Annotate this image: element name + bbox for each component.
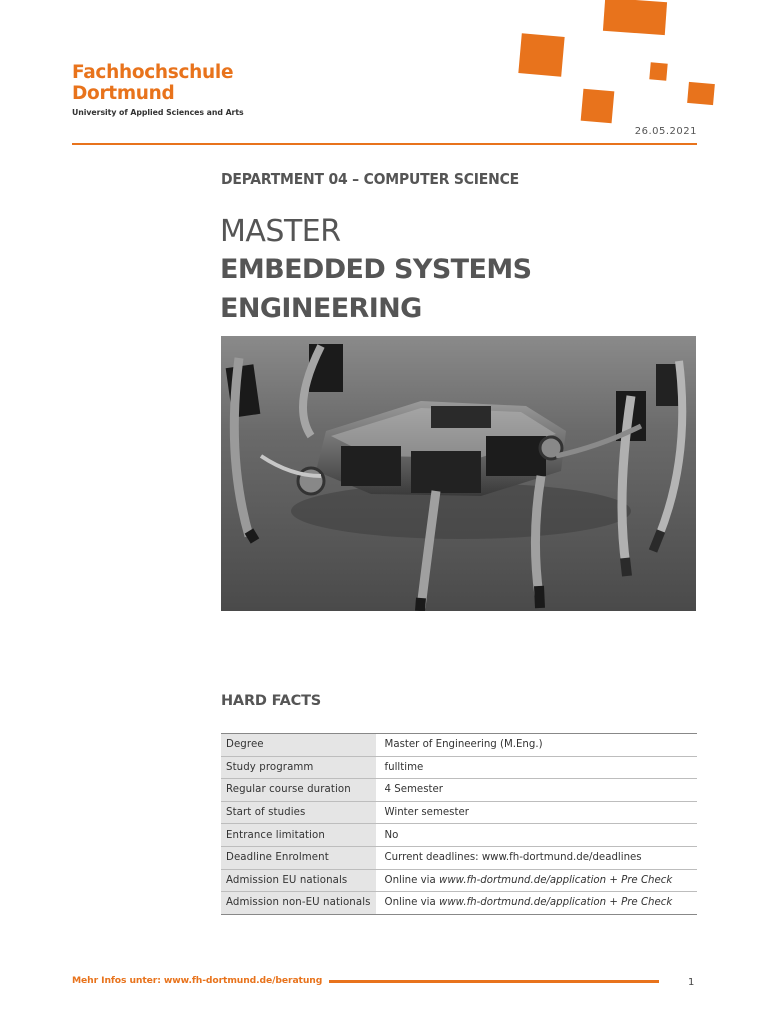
fact-value: Master of Engineering (M.Eng.) <box>376 734 697 757</box>
title-line-1: MASTER <box>220 214 341 249</box>
fact-value: 4 Semester <box>376 779 697 802</box>
table-row <box>221 824 697 847</box>
hard-facts-table <box>221 733 697 915</box>
fact-value: Winter semester <box>376 801 697 824</box>
application-link: www.fh-dortmund.de/application + Pre Check <box>439 874 673 886</box>
decor-square <box>518 33 564 77</box>
title-line-3: ENGINEERING <box>220 293 422 324</box>
page-title <box>220 214 531 328</box>
table-row <box>221 779 697 802</box>
fact-value: fulltime <box>376 756 697 779</box>
logo-line-2: Dortmund <box>72 83 175 104</box>
table-row <box>221 892 697 915</box>
decor-square <box>687 82 715 105</box>
document-date: 26.05.2021 <box>634 126 697 137</box>
fact-label: Deadline Enrolment <box>221 846 376 869</box>
title-line-2: EMBEDDED SYSTEMS <box>220 254 532 285</box>
header-divider <box>72 143 697 145</box>
application-link: www.fh-dortmund.de/application + Pre Check <box>439 897 673 909</box>
fact-value: Current deadlines: www.fh-dortmund.de/deadlines <box>376 846 697 869</box>
logo-subtitle: University of Applied Sciences and Arts <box>72 108 244 117</box>
footer-info-link[interactable]: Mehr Infos unter: www.fh-dortmund.de/beratung <box>72 975 323 986</box>
fact-value-prefix: Online via <box>384 874 439 886</box>
fact-label: Start of studies <box>221 801 376 824</box>
table-row <box>221 734 697 757</box>
table-row <box>221 869 697 892</box>
hard-facts-heading: HARD FACTS <box>221 693 322 709</box>
logo-line-1: Fachhochschule <box>72 62 234 83</box>
decor-square <box>649 62 667 80</box>
department-heading: DEPARTMENT 04 – COMPUTER SCIENCE <box>221 170 519 188</box>
decor-square <box>581 89 615 124</box>
fact-value <box>376 892 697 915</box>
fact-value-prefix: Online via <box>384 897 439 909</box>
footer-divider <box>329 980 659 983</box>
table-row <box>221 846 697 869</box>
fact-label: Admission EU nationals <box>221 869 376 892</box>
decor-square <box>603 0 667 35</box>
fact-value <box>376 869 697 892</box>
table-row <box>221 756 697 779</box>
fact-label: Regular course duration <box>221 779 376 802</box>
fact-label: Admission non-EU nationals <box>221 892 376 915</box>
fact-label: Study programm <box>221 756 376 779</box>
page-number: 1 <box>688 977 695 988</box>
university-logo <box>72 62 244 117</box>
hexapod-robot-image <box>221 336 696 611</box>
table-row <box>221 801 697 824</box>
fact-value: No <box>376 824 697 847</box>
fact-label: Entrance limitation <box>221 824 376 847</box>
fact-label: Degree <box>221 734 376 757</box>
